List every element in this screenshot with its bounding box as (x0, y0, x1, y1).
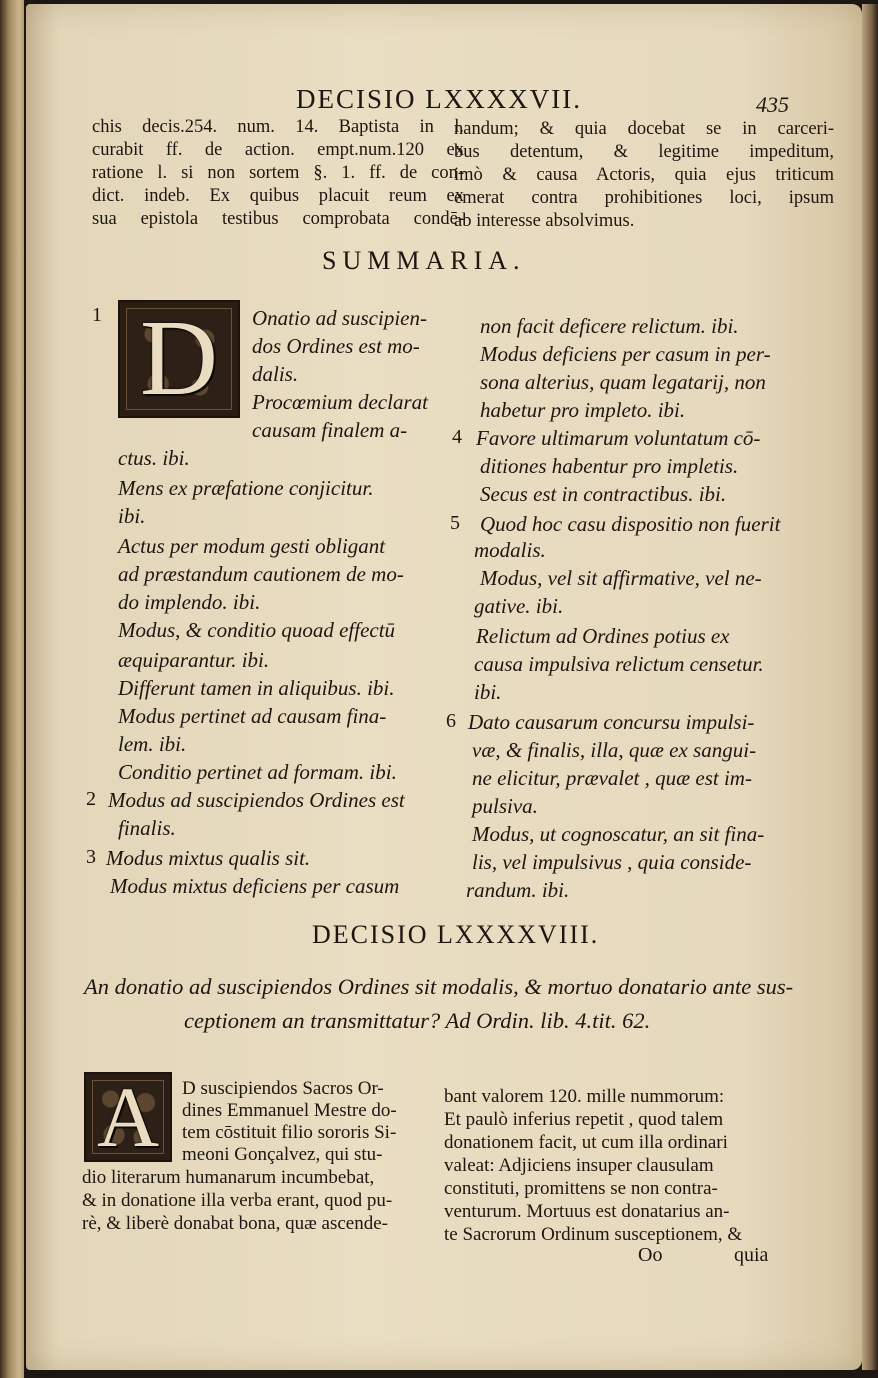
question-line: ceptionem an transmittatur? Ad Ordin. lib. 4.tit. 62. (184, 1008, 651, 1033)
text-line: bus detentum, & legitime impeditum, (454, 142, 834, 162)
summaria-heading: SUMMARIA. (322, 246, 526, 275)
summary-line: finalis. (118, 816, 176, 840)
summary-line: gative. ibi. (474, 594, 564, 618)
body-line: meoni Gonçalvez, qui stu- (182, 1144, 383, 1165)
entry-number: 6 (446, 710, 456, 732)
summary-line: causam finalem a- (252, 418, 408, 442)
body-line: D suscipiendos Sacros Or- (182, 1078, 384, 1099)
summary-line: Modus deficiens per casum in per- (480, 342, 771, 366)
page-stack-edge (862, 4, 878, 1370)
summary-line: Secus est in contractibus. ibi. (480, 482, 727, 506)
body-line: constituti, promittens se non contra- (444, 1178, 718, 1199)
body-line: & in donatione illa verba erant, quod pu- (82, 1190, 393, 1211)
top-right-column (454, 118, 834, 233)
body-line: rè, & liberè donabat bona, quæ ascende- (82, 1213, 388, 1234)
page-number: 435 (756, 92, 789, 117)
summary-line: habetur pro impleto. ibi. (480, 398, 686, 422)
signature-mark: Oo (638, 1244, 663, 1266)
running-head: DECISIO LXXXXVII. (296, 84, 582, 114)
entry-number: 2 (86, 788, 96, 810)
summary-line: do implendo. ibi. (118, 590, 261, 614)
body-line: donationem facit, ut cum illa ordinari (444, 1132, 728, 1153)
summary-line: modalis. (474, 538, 546, 562)
body-line: Et paulò inferius repetit , quod talem (444, 1109, 724, 1130)
entry-number: 4 (452, 426, 462, 448)
summary-line: ctus. ibi. (118, 446, 190, 470)
summary-line: Modus, ut cognoscatur, an sit fina- (472, 822, 765, 846)
summary-line: ibi. (118, 504, 146, 528)
body-line: te Sacrorum Ordinum susceptionem, & (444, 1224, 743, 1245)
summary-line: Dato causarum concursu impulsi- (468, 710, 755, 734)
summary-line: Relictum ad Ordines potius ex (476, 624, 730, 648)
summary-line: Modus, & conditio quoad effectū (118, 618, 396, 642)
summary-line: Favore ultimarum voluntatum cō- (476, 426, 761, 450)
initial-letter: D (140, 299, 218, 418)
summary-line: Mens ex præfatione conjicitur. (118, 476, 374, 500)
text-line: emerat contra prohibitiones loci, ipsum (454, 188, 834, 208)
summary-line: lis, vel impulsivus , quia conside- (472, 850, 752, 874)
entry-number: 1 (92, 304, 102, 326)
ornamental-initial-d (118, 300, 240, 418)
body-line: venturum. Mortuus est donatarius an- (444, 1201, 730, 1222)
text-line: imò & causa Actoris, quia ejus triticum (454, 165, 834, 185)
ornamental-initial-a (84, 1069, 172, 1165)
question-line: An donatio ad suscipiendos Ordines sit modalis, & mortuo donatario ante sus- (84, 974, 794, 999)
summary-line: ad præstandum cautionem de mo- (118, 562, 404, 586)
summary-line: randum. ibi. (466, 878, 570, 902)
initial-letter: A (96, 1069, 160, 1165)
text-line: dict. indeb. Ex quibus placuit reum ex (92, 186, 464, 206)
body-line: dio literarum humanarum incumbebat, (82, 1167, 375, 1188)
summary-line: ne elicitur, prævalet , quæ est im- (472, 766, 752, 790)
summary-line: Modus mixtus qualis sit. (106, 846, 311, 870)
summary-line: causa impulsiva relictum censetur. (474, 652, 764, 676)
summary-line: Procœmium declarat (252, 390, 428, 414)
text-line: sua epistola testibus comprobata condē- (92, 209, 464, 229)
summary-line: Modus ad suscipiendos Ordines est (108, 788, 405, 812)
body-line: tem cōstituit filio sororis Si- (182, 1122, 397, 1143)
summary-line: ditiones habentur pro impletis. (480, 454, 739, 478)
summary-line: Modus pertinet ad causam fina- (118, 704, 387, 728)
text-line: nandum; & quia docebat se in carceri- (454, 119, 834, 139)
text-line: ab interesse absolvimus. (454, 211, 635, 231)
book-page (26, 4, 862, 1370)
summary-line: sona alterius, quam legatarij, non (480, 370, 766, 394)
entry-number: 5 (450, 512, 460, 534)
summary-line: lem. ibi. (118, 732, 187, 756)
decisio-heading: DECISIO LXXXXVIII. (312, 920, 600, 949)
facing-page-edge (0, 0, 24, 1378)
top-left-column (92, 116, 464, 231)
text-line: ratione l. si non sortem §. 1. ff. de con- (92, 163, 464, 183)
summary-line: Modus, vel sit affirmative, vel ne- (480, 566, 762, 590)
summary-line: Modus mixtus deficiens per casum (110, 874, 400, 898)
summary-line: non facit deficere relictum. ibi. (480, 314, 739, 338)
entry-number: 3 (86, 846, 96, 868)
summary-line: Actus per modum gesti obligant (118, 534, 386, 558)
summary-line: dos Ordines est mo- (252, 334, 420, 358)
summary-line: pulsiva. (472, 794, 538, 818)
body-line: dines Emmanuel Mestre do- (182, 1100, 397, 1121)
summary-line: ibi. (474, 680, 502, 704)
text-line: curabit ff. de action. empt.num.120 ex (92, 140, 464, 160)
summary-line: æquiparantur. ibi. (118, 648, 270, 672)
summary-line: væ, & finalis, illa, quæ ex sangui- (472, 738, 757, 762)
text-line: chis decis.254. num. 14. Baptista in l. (92, 117, 464, 137)
summary-line: Onatio ad suscipien- (252, 306, 427, 330)
catchword: quia (734, 1244, 769, 1266)
summary-line: Quod hoc casu dispositio non fuerit (480, 512, 781, 536)
summary-line: Differunt tamen in aliquibus. ibi. (118, 676, 395, 700)
summary-line: dalis. (252, 362, 299, 386)
summary-line: Conditio pertinet ad formam. ibi. (118, 760, 397, 784)
body-line: valeat: Adjiciens insuper clausulam (444, 1155, 714, 1176)
body-line: bant valorem 120. mille nummorum: (444, 1086, 725, 1107)
